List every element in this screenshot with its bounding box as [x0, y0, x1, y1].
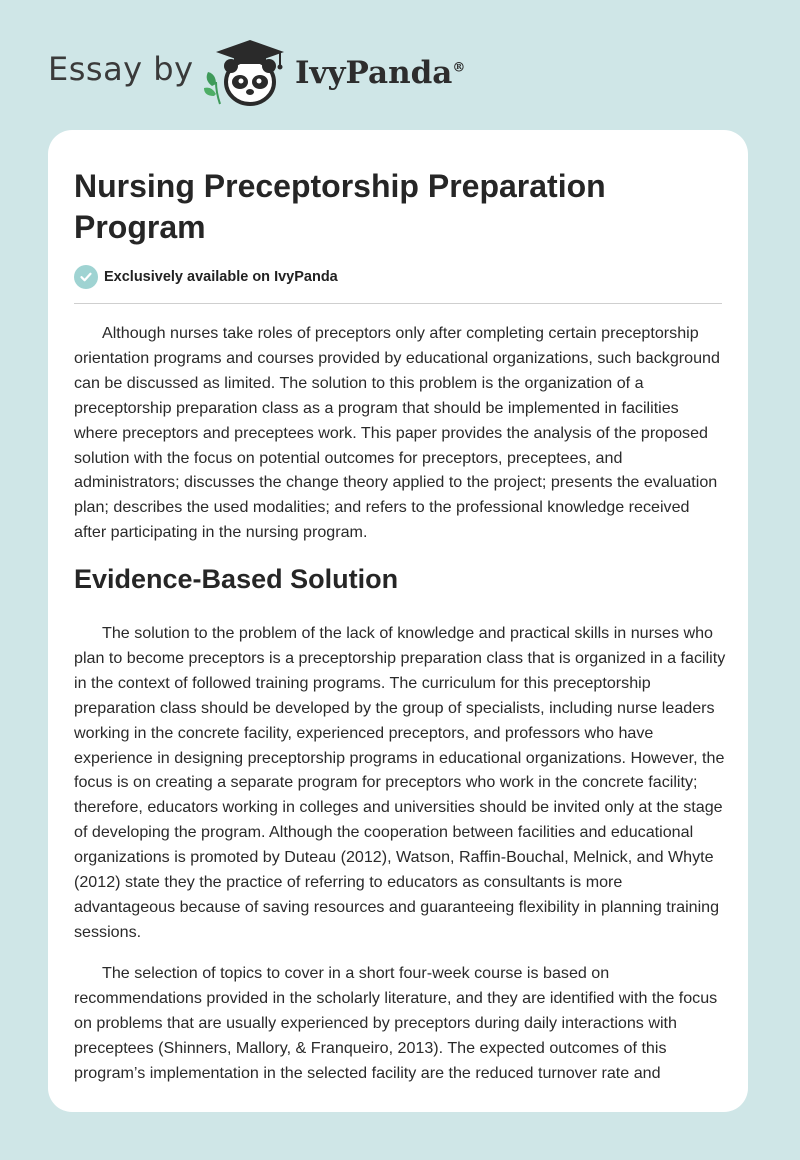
site-header: [0, 0, 800, 130]
panda-graduate-icon[interactable]: [200, 36, 292, 108]
paragraph-solution: The solution to the problem of the lack of knowledge and practical skills in nurses who plan to become preceptors is a preceptorship preparation class that is organized in a facility in the context of followed training programs. The curriculum for this preceptorship preparation class should be developed by the group of specialists, including nurse leaders working in the concrete facility, experienced preceptors, and professors who have experience in designing preceptorship programs in educational organizations. However, the focus is on creating a separate program for preceptors who work in the concrete facility; therefore, educators working in colleges and universities should be invited only at the stage of developing the program. Although the cooperation between facilities and educational organizations is promoted by Duteau (2012), Watson, Raffin-Bouchal, Melnick, and Whyte (2012) state they the practice of referring to educators as consultants is more advantageous because of saving resources and guaranteeing flexibility in planning training sessions.: [74, 624, 726, 941]
section-heading: Evidence-Based Solution: [74, 564, 399, 594]
divider: [74, 303, 722, 304]
brand-name[interactable]: [295, 55, 465, 91]
exclusive-label: Exclusively available on IvyPanda: [104, 269, 338, 285]
exclusive-badge: [74, 264, 338, 290]
article-card: [48, 130, 748, 1112]
check-circle-icon: [74, 265, 98, 289]
paragraph-intro: Although nurses take roles of preceptors only after completing certain preceptorship orientation programs and courses provided by educational organizations, such background can be discussed as limited. The solution to this problem is the organization of a preceptorship preparation class as a program that should be implemented in facilities where preceptors and preceptees work. This paper provides the analysis of the proposed solution with the focus on potential outcomes for preceptors, preceptees, and administrators; discusses the change theory applied to the project; presents the evaluation plan; describes the used modalities; and refers to the professional knowledge received after participating in the nursing program.: [74, 324, 720, 542]
registered-mark: ®: [452, 60, 466, 76]
brand-name-text: IvyPanda: [295, 55, 453, 91]
page-title: Nursing Preceptorship Preparation Program: [74, 168, 606, 245]
essay-by-label: Essay by: [48, 50, 194, 88]
paragraph-topics: The selection of topics to cover in a short four-week course is based on recommendations provided in the scholarly literature, and they are identified with the focus on problems that are usually experienced by preceptors during daily interactions with preceptees (Shinners, Mallory, & Franqueiro, 2013). The expected outcomes of this program’s implementation in the selected facility are the reduced turnover rate and: [74, 964, 718, 1082]
